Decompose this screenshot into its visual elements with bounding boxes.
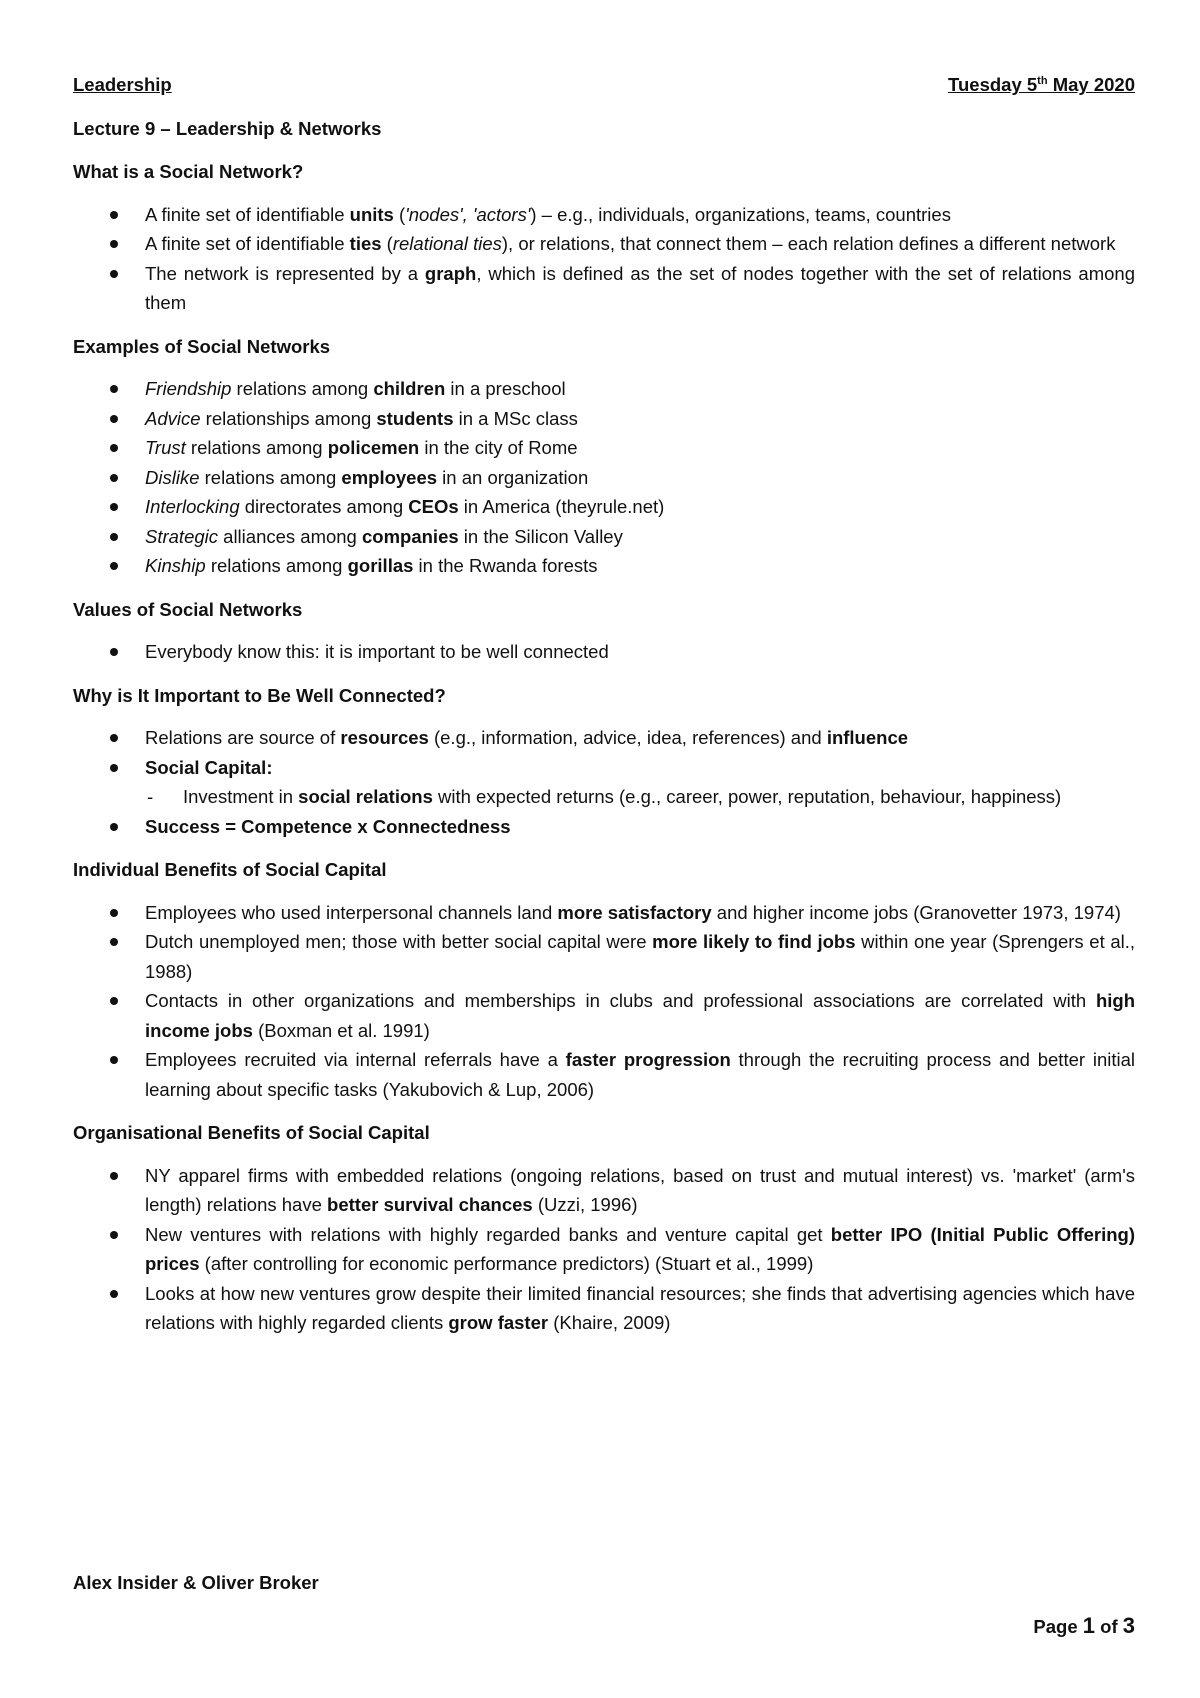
sub-list-item: - Investment in social relations with expected returns (e.g., career, power, reputation, behaviour, happiness) bbox=[145, 782, 1135, 812]
social-network-list bbox=[73, 200, 1135, 318]
section-heading-individual-benefits: Individual Benefits of Social Capital bbox=[73, 859, 387, 880]
sub-list bbox=[145, 782, 1135, 812]
list-item: Interlocking directorates among CEOs in America (theyrule.net) bbox=[73, 492, 1135, 522]
section-heading-examples: Examples of Social Networks bbox=[73, 335, 331, 357]
individual-benefits-list bbox=[73, 898, 1135, 1105]
lecture-title: Lecture 9 – Leadership & Networks bbox=[73, 117, 382, 139]
section-heading-why-connected: Why is It Important to Be Well Connected? bbox=[73, 684, 446, 706]
list-item: Social Capital: - Investment in social relations with expected returns (e.g., career, power, reputation, behaviour, happiness) bbox=[73, 753, 1135, 812]
list-item: Everybody know this: it is important to be well connected bbox=[73, 637, 1135, 667]
lecture-date: Tuesday 5th May 2020 bbox=[948, 74, 1135, 95]
list-item: Friendship relations among children in a preschool bbox=[73, 374, 1135, 404]
list-item: NY apparel firms with embedded relations (ongoing relations, based on trust and mutual interest) vs. 'market' (arm's length) relations have better survival chances (Uzzi, 1996) bbox=[73, 1161, 1135, 1220]
values-list bbox=[73, 637, 1135, 667]
list-item: Relations are source of resources (e.g., information, advice, idea, references) and influence bbox=[73, 723, 1135, 753]
list-item: Dutch unemployed men; those with better social capital were more likely to find jobs within one year (Sprengers et al., 1988) bbox=[73, 927, 1135, 986]
list-item: A finite set of identifiable units ('nodes', 'actors') – e.g., individuals, organizations, teams, countries bbox=[73, 200, 1135, 230]
list-item: Dislike relations among employees in an organization bbox=[73, 463, 1135, 493]
section-heading-social-network: What is a Social Network? bbox=[73, 161, 304, 182]
list-item: Employees recruited via internal referrals have a faster progression through the recruiting process and better initial learning about specific tasks (Yakubovich & Lup, 2006) bbox=[73, 1045, 1135, 1104]
page-number: Page 1 of 3 bbox=[1033, 1613, 1135, 1638]
footer-authors: Alex Insider & Oliver Broker bbox=[73, 1572, 319, 1593]
examples-list bbox=[73, 374, 1135, 581]
organisational-benefits-list bbox=[73, 1161, 1135, 1338]
list-item: A finite set of identifiable ties (relational ties), or relations, that connect them – each relation defines a different network bbox=[73, 229, 1135, 259]
list-item: Trust relations among policemen in the city of Rome bbox=[73, 433, 1135, 463]
section-heading-organisational-benefits: Organisational Benefits of Social Capital bbox=[73, 1122, 430, 1143]
section-heading-values: Values of Social Networks bbox=[73, 598, 303, 620]
list-item: Advice relationships among students in a MSc class bbox=[73, 404, 1135, 434]
list-item: Employees who used interpersonal channels land more satisfactory and higher income jobs (Granovetter 1973, 1974) bbox=[73, 898, 1135, 928]
page-header bbox=[73, 70, 1135, 100]
list-item: Looks at how new ventures grow despite their limited financial resources; she finds that advertising agencies which have relations with highly regarded clients grow faster (Khaire, 2009) bbox=[73, 1279, 1135, 1338]
list-item: Contacts in other organizations and memberships in clubs and professional associations are correlated with high income jobs (Boxman et al. 1991) bbox=[73, 986, 1135, 1045]
list-item: Kinship relations among gorillas in the Rwanda forests bbox=[73, 551, 1135, 581]
list-item: New ventures with relations with highly regarded banks and venture capital get better IPO (Initial Public Offering) prices (after controlling for economic performance predictors) (Stuart et al., 1999) bbox=[73, 1220, 1135, 1279]
document-page bbox=[73, 70, 1135, 1352]
list-item: Strategic alliances among companies in the Silicon Valley bbox=[73, 522, 1135, 552]
list-item: Success = Competence x Connectedness bbox=[73, 812, 1135, 842]
subject-title: Leadership bbox=[73, 74, 172, 95]
why-connected-list bbox=[73, 723, 1135, 841]
list-item: The network is represented by a graph, which is defined as the set of nodes together with the set of relations among them bbox=[73, 259, 1135, 318]
